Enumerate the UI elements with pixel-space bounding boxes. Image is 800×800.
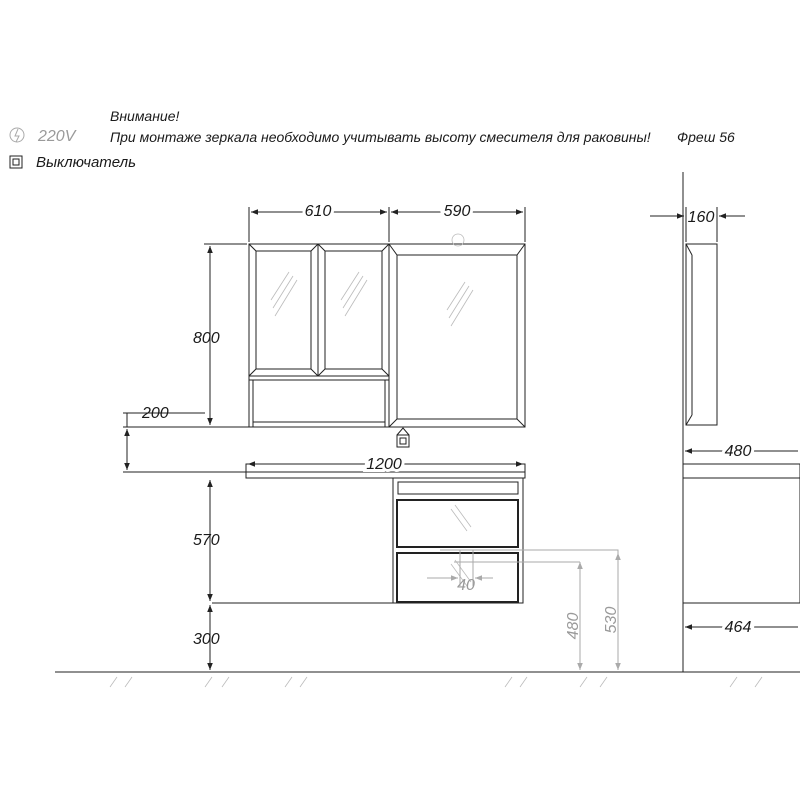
power-label: 220V <box>38 128 76 145</box>
dim-label-300: 300 <box>193 631 220 648</box>
dim-label-1200: 1200 <box>366 456 402 473</box>
dim-label-40: 40 <box>457 577 475 594</box>
switch-label: Выключатель <box>36 154 136 171</box>
dim-label-610: 610 <box>304 203 332 220</box>
warning-title: Внимание! <box>110 108 180 124</box>
countertop <box>123 464 525 478</box>
floor <box>55 672 800 687</box>
dim-label-200: 200 <box>142 405 169 422</box>
dim-label-530: 530 <box>603 606 620 634</box>
dim-label-464: 464 <box>724 619 752 636</box>
switch-icon <box>10 156 22 168</box>
side-mirror <box>686 244 717 425</box>
dim-label-570: 570 <box>193 532 220 549</box>
mirror-cabinet <box>249 244 389 427</box>
switch-symbol <box>397 428 409 447</box>
power-icon <box>10 128 24 142</box>
side-vanity <box>683 464 800 603</box>
dim-label-160: 160 <box>687 209 715 226</box>
warning-text: При монтаже зеркала необходимо учитывать высоту смесителя для раковины! <box>110 129 651 145</box>
dim-label-480-drain: 480 <box>565 612 582 640</box>
dim-label-590: 590 <box>443 203 471 220</box>
model-name: Фреш 56 <box>677 129 735 145</box>
dim-label-800: 800 <box>193 330 220 347</box>
mirror <box>389 234 525 427</box>
dim-label-480: 480 <box>724 443 752 460</box>
